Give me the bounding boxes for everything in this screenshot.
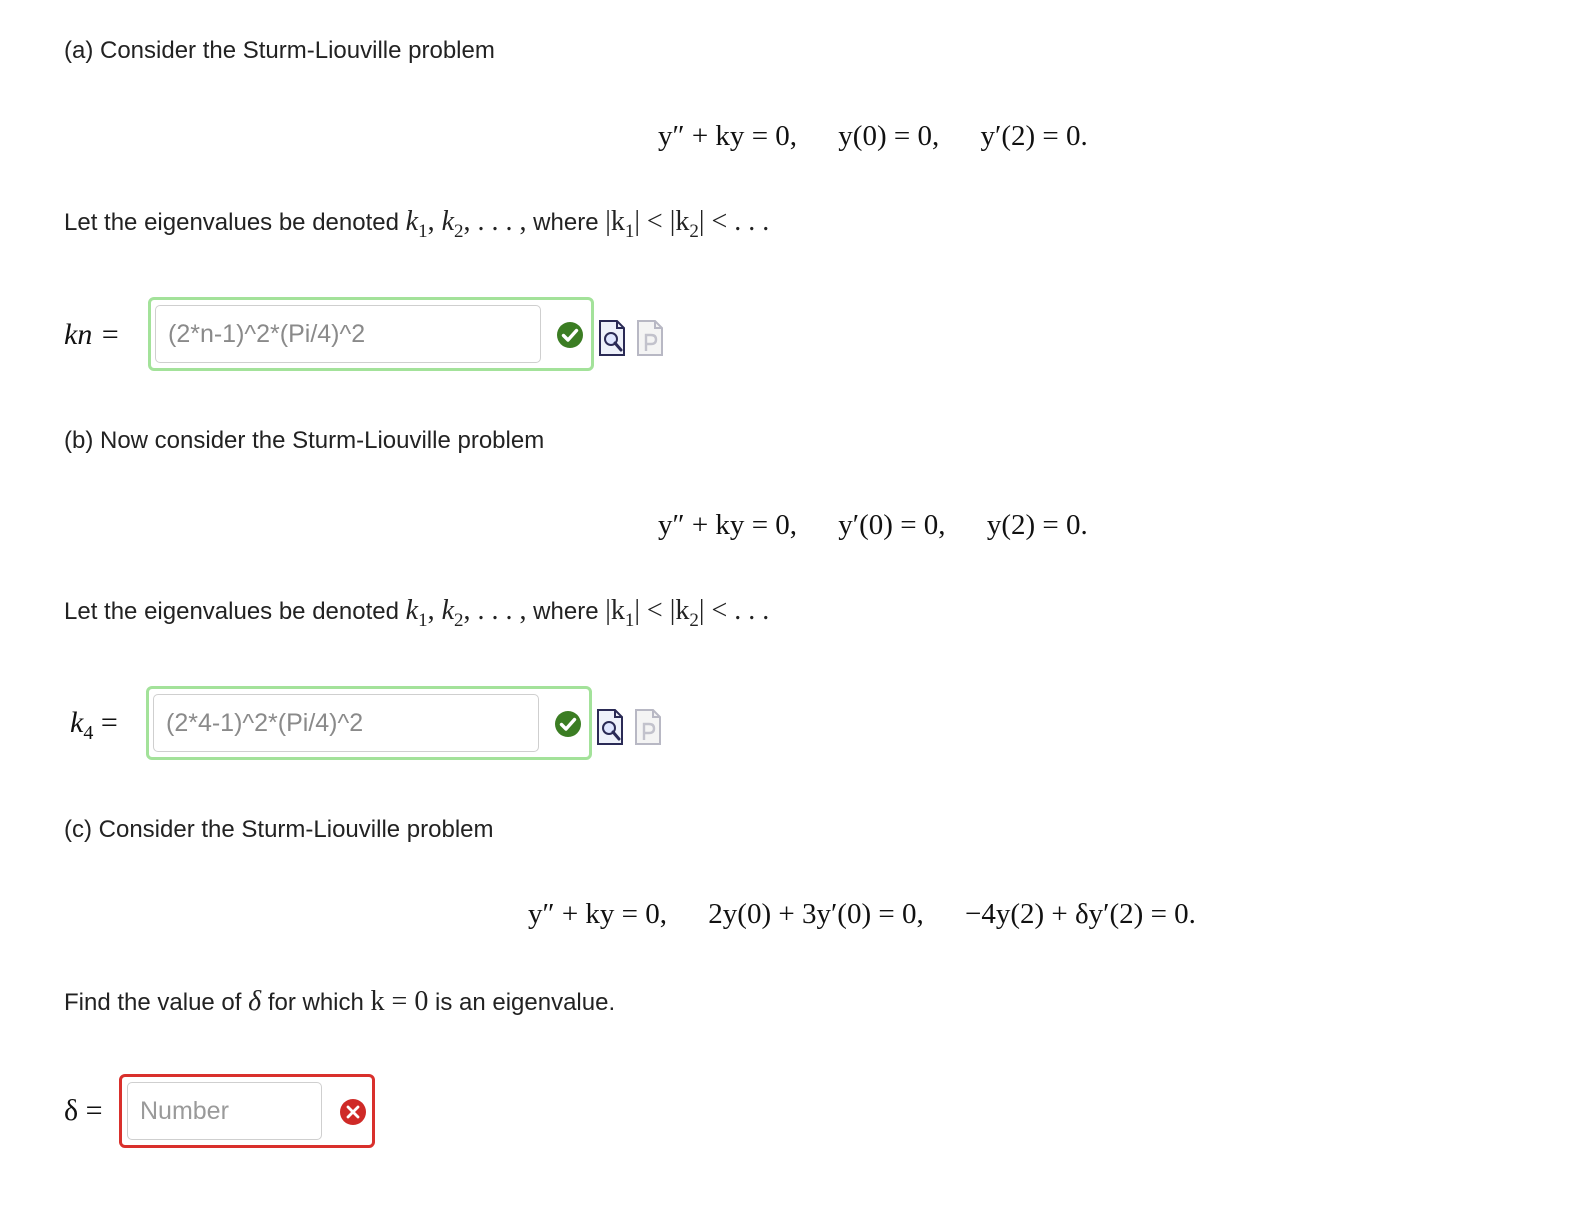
part-b-equation [658,509,1088,542]
p-document-icon[interactable] [636,319,664,357]
part-b-ode-lhs: y″ + ky [658,509,745,541]
part-c-find-text-2: for which [267,989,364,1016]
part-a-equation [658,120,1088,153]
check-circle-icon [554,710,582,738]
part-c-bc1: 2y(0) + 3y′(0) = 0, [708,898,924,930]
part-a-ode-rhs: = 0, [751,120,798,152]
part-c-heading: (c) Consider the Sturm-Liouville problem [64,816,494,843]
part-b-eigen-line [64,595,770,631]
part-c-find-text-1: Find the value of [64,989,242,1016]
part-a-eigen-line [64,206,770,242]
part-b-order-math: $|k_1| < |k_2|$ < . . . [605,595,770,631]
part-c-find-math-1: δ [248,986,262,1017]
part-a-answer-input[interactable] [155,305,541,363]
part-c-ode: y″ + ky = 0, [528,898,668,930]
part-c-find-line [64,986,615,1018]
magnifier-document-icon[interactable] [598,319,626,357]
part-b-bc2: y(2) = 0. [986,509,1088,541]
part-c-find-text-3: is an eigenvalue. [435,989,616,1016]
part-a-answer-label: kn = [64,318,121,351]
part-b-ode-rhs: = 0, [751,509,798,541]
part-b-heading: (b) Now consider the Sturm-Liouville problem [64,427,545,454]
part-a-bc2: y′(2) = 0. [980,120,1088,152]
part-a-eigen-math: $k_1$, $k_2$, . . . , [405,206,527,242]
part-a-ode-lhs: y″ + ky [658,120,745,152]
part-c-equation [528,898,1196,931]
part-a-bc1: y(0) = 0, [838,120,940,152]
part-b-answer-label: $k_4$ = [70,706,118,744]
part-a-where-text: where [533,209,599,236]
magnifier-document-icon[interactable] [596,708,624,746]
x-circle-icon [339,1098,367,1126]
part-a-order-math: $|k_1| < |k_2|$ < . . . [605,206,770,242]
p-document-icon[interactable] [634,708,662,746]
check-circle-icon [556,321,584,349]
part-c-bc2: −4y(2) + δy′(2) = 0. [964,898,1196,930]
part-b-eigen-math: $k_1$, $k_2$, . . . , [405,595,527,631]
part-b-answer-input[interactable] [153,694,539,752]
part-a-heading: (a) Consider the Sturm-Liouville problem [64,37,495,64]
part-b-eigen-text: Let the eigenvalues be denoted [64,598,399,625]
part-a-eigen-text: Let the eigenvalues be denoted [64,209,399,236]
part-c-answer-label: δ = [64,1094,103,1127]
part-c-answer-input[interactable] [127,1082,322,1140]
part-c-find-math-2: k = 0 [370,986,429,1017]
part-b-where-text: where [533,598,599,625]
part-b-bc1: y′(0) = 0, [838,509,946,541]
